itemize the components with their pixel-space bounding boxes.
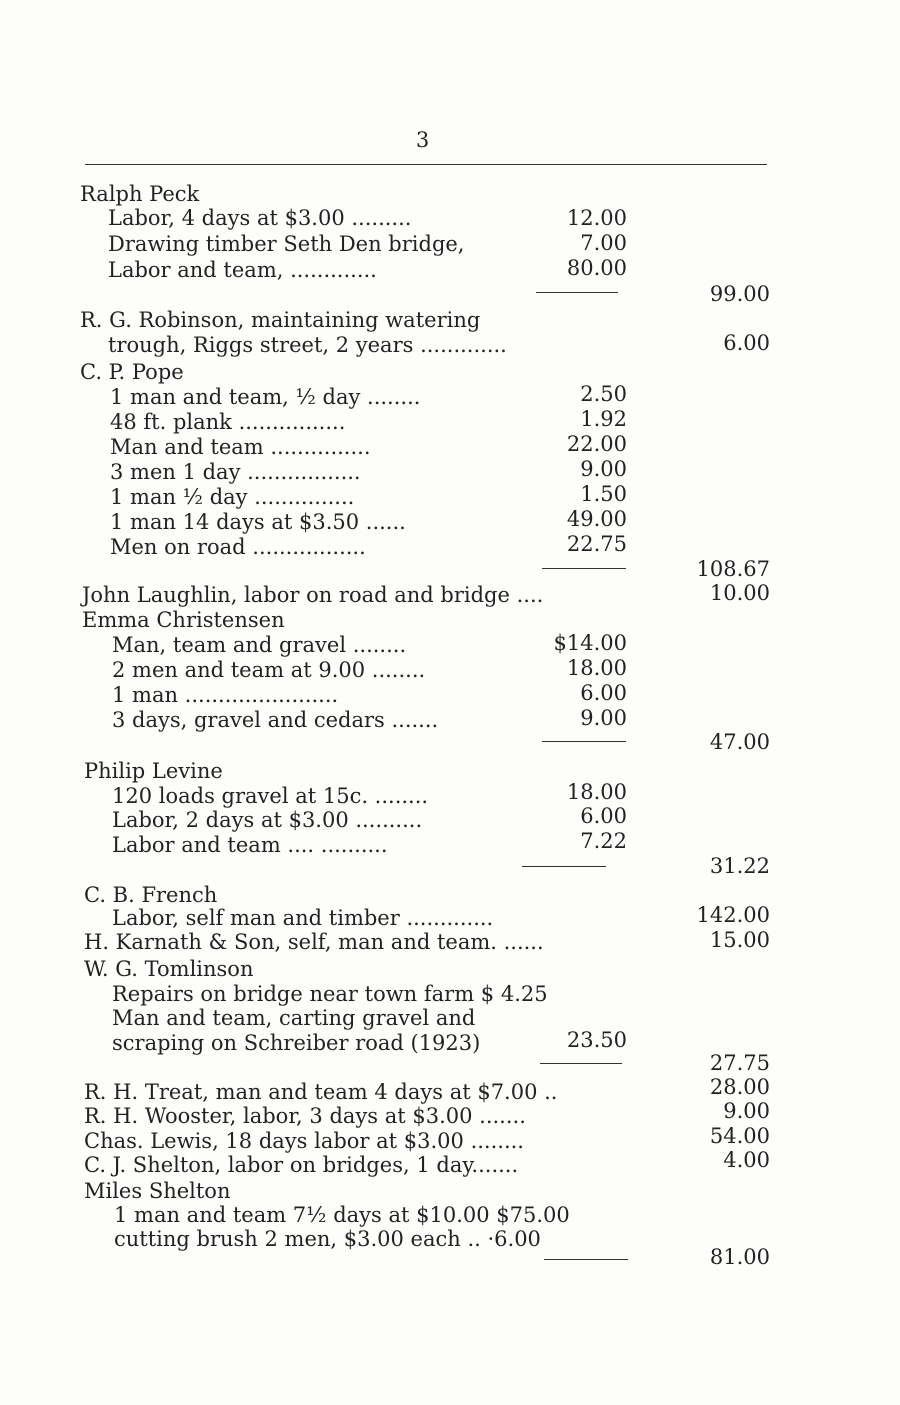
line-item: Man and team, carting gravel and — [112, 1006, 476, 1030]
total-amount: 4.00 — [723, 1148, 770, 1172]
payee-name: Philip Levine — [84, 759, 223, 783]
line-item: 120 loads gravel at 15c. ........ — [112, 784, 429, 808]
total-amount: 9.00 — [723, 1099, 770, 1123]
subtotal-rule — [522, 866, 606, 867]
total-amount: 81.00 — [709, 1245, 770, 1269]
sub-amount: 1.92 — [580, 407, 627, 431]
total-amount: 31.22 — [709, 854, 770, 878]
total-amount: 15.00 — [709, 928, 770, 952]
line-item: 2 men and team at 9.00 ........ — [112, 658, 426, 682]
sub-amount: 22.00 — [566, 432, 627, 456]
total-amount: 10.00 — [709, 581, 770, 605]
payee-line: H. Karnath & Son, self, man and team. ...... — [84, 930, 544, 954]
line-item: Labor and team, ............. — [108, 258, 377, 282]
line-item: 3 days, gravel and cedars ....... — [112, 708, 439, 732]
page-number: 3 — [415, 128, 430, 152]
payee-name: C. P. Pope — [80, 360, 184, 384]
total-amount: 27.75 — [709, 1051, 770, 1075]
line-item: Man, team and gravel ........ — [112, 633, 407, 657]
line-item: 3 men 1 day ................. — [110, 460, 361, 484]
sub-amount: 2.50 — [580, 382, 627, 406]
line-item: Drawing timber Seth Den bridge, — [108, 232, 465, 256]
payee-line: R. H. Treat, man and team 4 days at $7.00 .. — [84, 1080, 558, 1104]
header-rule — [85, 164, 767, 165]
line-item: 48 ft. plank ................ — [110, 410, 346, 434]
payee-line: Chas. Lewis, 18 days labor at $3.00 ........ — [84, 1129, 524, 1153]
sub-amount: 80.00 — [566, 256, 627, 280]
line-item: 1 man ....................... — [112, 683, 339, 707]
sub-amount: 22.75 — [566, 532, 627, 556]
line-item: scraping on Schreiber road (1923) — [112, 1031, 481, 1055]
sub-amount: 9.00 — [580, 706, 627, 730]
payee-line: John Laughlin, labor on road and bridge .... — [82, 583, 544, 607]
total-amount: 99.00 — [709, 282, 770, 306]
total-amount: 54.00 — [709, 1124, 770, 1148]
sub-amount: $14.00 — [553, 631, 627, 655]
payee-name: R. G. Robinson, maintaining watering — [80, 308, 481, 332]
line-item: Labor, 2 days at $3.00 .......... — [112, 808, 423, 832]
line-item: cutting brush 2 men, $3.00 each .. ·6.00 — [114, 1227, 541, 1251]
line-item: 1 man ½ day ............... — [110, 485, 355, 509]
line-item: Man and team ............... — [110, 435, 371, 459]
line-item: Labor, 4 days at $3.00 ......... — [108, 206, 412, 230]
sub-amount: 18.00 — [566, 780, 627, 804]
sub-amount: 23.50 — [566, 1028, 627, 1052]
payee-name: Emma Christensen — [82, 608, 285, 632]
total-amount: 108.67 — [696, 557, 770, 581]
payee-name: Ralph Peck — [80, 182, 200, 206]
sub-amount: 1.50 — [580, 482, 627, 506]
line-item: Labor, self man and timber ............. — [112, 906, 494, 930]
sub-amount: 6.00 — [580, 804, 627, 828]
line-item: 1 man and team 7½ days at $10.00 $75.00 — [114, 1203, 570, 1227]
payee-name: W. G. Tomlinson — [84, 957, 254, 981]
total-amount: 28.00 — [709, 1075, 770, 1099]
payee-name: Miles Shelton — [84, 1179, 231, 1203]
total-amount: 142.00 — [696, 903, 770, 927]
payee-line: C. J. Shelton, labor on bridges, 1 day....... — [84, 1153, 519, 1177]
sub-amount: 7.00 — [580, 231, 627, 255]
sub-amount: 7.22 — [580, 829, 627, 853]
line-item: 1 man 14 days at $3.50 ...... — [110, 510, 406, 534]
line-item: trough, Riggs street, 2 years ............. — [108, 333, 507, 357]
payee-line: R. H. Wooster, labor, 3 days at $3.00 ....... — [84, 1104, 526, 1128]
sub-amount: 6.00 — [580, 681, 627, 705]
total-amount: 47.00 — [709, 730, 770, 754]
sub-amount: 49.00 — [566, 507, 627, 531]
total-amount: 6.00 — [723, 331, 770, 355]
line-item: Labor and team .... .......... — [112, 833, 388, 857]
sub-amount: 12.00 — [566, 206, 627, 230]
line-item: Repairs on bridge near town farm $ 4.25 — [112, 982, 548, 1006]
payee-name: C. B. French — [84, 883, 218, 907]
subtotal-rule — [536, 292, 618, 293]
line-item: 1 man and team, ½ day ........ — [110, 385, 421, 409]
sub-amount: 9.00 — [580, 457, 627, 481]
sub-amount: 18.00 — [566, 656, 627, 680]
line-item: Men on road ................. — [110, 535, 366, 559]
